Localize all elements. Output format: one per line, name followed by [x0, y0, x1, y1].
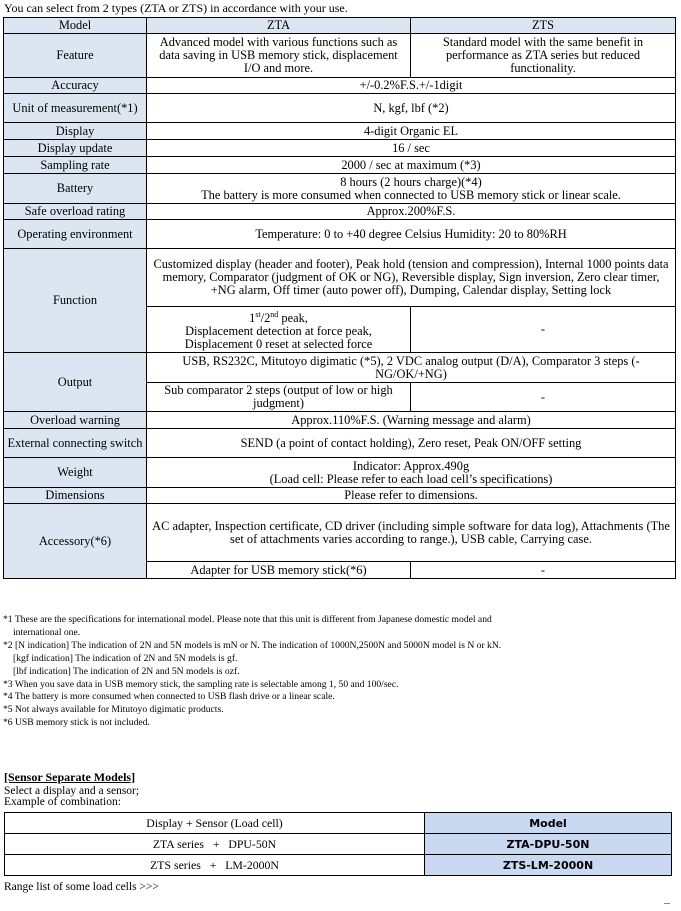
peak-text: peak,	[278, 311, 308, 326]
battery-line-2: The battery is more consumed when connected to USB memory stick or linear scale.	[201, 187, 621, 202]
row-label: Output	[4, 353, 147, 412]
output-zts: -	[411, 383, 676, 412]
row-value	[147, 458, 676, 488]
range-list-link[interactable]: Range list of some load cells >>>	[4, 881, 159, 893]
table-row	[4, 249, 676, 307]
footnote: *3 When you save data in USB memory stick, the sampling rate is selectable among 1, 50 and 100/sec.	[3, 678, 399, 690]
row-value	[147, 174, 676, 204]
corner-mark	[664, 903, 670, 904]
row-label: Operating environment	[4, 220, 147, 249]
accessory-zts: -	[411, 562, 676, 579]
weight-line-2: (Load cell: Please refer to each load cell’s specifications)	[269, 471, 553, 486]
row-value: SEND (a point of contact holding), Zero reset, Peak ON/OFF setting	[147, 429, 676, 458]
row-value: 2000 / sec at maximum (*3)	[147, 157, 676, 174]
row-label: Feature	[4, 34, 147, 78]
header-zts: ZTS	[411, 18, 676, 34]
footnote: *2 [N indication] The indication of 2N and 5N models is mN or N. The indication of 1000N,2500N and 5000N model is N or kN.	[3, 639, 502, 651]
row-label: Accessory(*6)	[4, 504, 147, 579]
row-value: Approx.200%F.S.	[147, 204, 676, 220]
footnote: *5 Not always available for Mitutoyo digimatic products.	[3, 704, 224, 716]
table-row	[4, 140, 676, 157]
output-zta: Sub comparator 2 steps (output of low or high judgment)	[147, 383, 411, 412]
row-value: N, kgf, lbf (*2)	[147, 94, 676, 123]
table-row	[4, 458, 676, 488]
row-value: 4-digit Organic EL	[147, 123, 676, 140]
selection-line-2: Example of combination:	[4, 796, 121, 808]
table-row	[4, 412, 676, 429]
spec-table	[3, 17, 676, 579]
combination-header-right: Model	[425, 813, 672, 834]
weight-line-1: Indicator: Approx.490g	[352, 458, 470, 473]
section-title: [Sensor Separate Models]	[4, 770, 136, 784]
selection-line-1: Select a display and a sensor;	[4, 785, 140, 797]
header-model: Model	[4, 18, 147, 34]
row-label: Safe overload rating	[4, 204, 147, 220]
output-common: USB, RS232C, Mitutoyo digimatic (*5), 2 VDC analog output (D/A), Comparator 3 steps (-NG/OK/+NG)	[147, 353, 676, 383]
table-row	[4, 488, 676, 504]
table-row	[4, 220, 676, 249]
footnote: *4 The battery is more consumed when connected to USB flash drive or a linear scale.	[3, 691, 335, 703]
battery-line-1: 8 hours (2 hours charge)(*4)	[340, 174, 482, 189]
accessory-zta: Adapter for USB memory stick(*6)	[147, 562, 411, 579]
row-label: Dimensions	[4, 488, 147, 504]
row-label: Battery	[4, 174, 147, 204]
table-row	[4, 429, 676, 458]
footnote: *6 USB memory stick is not included.	[3, 717, 150, 729]
combination-row	[5, 855, 672, 876]
footnote: *1 These are the specifications for international model. Please note that this unit is different from Japanese domestic model and	[3, 614, 492, 625]
table-row	[4, 94, 676, 123]
sup-nd: nd	[270, 310, 279, 319]
combination-cell: ZTS series + LM-2000N	[5, 855, 425, 876]
table-row	[4, 34, 676, 78]
sup-st: st	[255, 310, 261, 319]
combination-row	[5, 834, 672, 855]
footnote: international one.	[13, 626, 81, 638]
row-label: Function	[4, 249, 147, 353]
row-value: +/-0.2%F.S.+/-1digit	[147, 78, 676, 94]
table-row	[4, 174, 676, 204]
table-row	[4, 504, 676, 562]
row-label: Unit of measurement(*1)	[4, 94, 147, 123]
table-row	[4, 157, 676, 174]
function-zts: -	[411, 307, 676, 353]
combination-cell: ZTA series + DPU-50N	[5, 834, 425, 855]
combination-table	[4, 812, 672, 876]
intro-text: You can select from 2 types (ZTA or ZTS) in accordance with your use.	[4, 1, 348, 15]
table-row	[4, 78, 676, 94]
function-common: Customized display (header and footer), Peak hold (tension and compression), Internal 1000 points data memory, Comparator (judgment of OK or NG), Reversible display, Sign inversion, Zero clear timer, +NG alarm, Off timer (auto power off), Dumping, Calendar display, Setting lock	[147, 249, 676, 307]
row-label: Sampling rate	[4, 157, 147, 174]
row-label: Display	[4, 123, 147, 140]
table-header-row	[4, 18, 676, 34]
feature-zta: Advanced model with various functions such as data saving in USB memory stick, displacement I/O and more.	[147, 34, 411, 78]
table-row	[4, 204, 676, 220]
combination-header-left: Display + Sensor (Load cell)	[5, 813, 425, 834]
combination-header-row	[5, 813, 672, 834]
function-zta	[147, 307, 411, 353]
accessory-common: AC adapter, Inspection certificate, CD driver (including simple software for data log), Attachments (The set of attachments varies according to range.), USB cable, Carrying case.	[147, 504, 676, 562]
row-value: 16 / sec	[147, 140, 676, 157]
footnote: [kgf indication] The indication of 2N and 5N models is gf.	[13, 652, 238, 664]
row-value: Temperature: 0 to +40 degree Celsius Humidity: 20 to 80%RH	[147, 220, 676, 249]
model-cell: ZTA-DPU-50N	[425, 834, 672, 855]
row-label: Display update	[4, 140, 147, 157]
footnotes	[3, 614, 677, 730]
row-label: External connecting switch	[4, 429, 147, 458]
ordinal-1: 1	[249, 311, 256, 326]
feature-zts: Standard model with the same benefit in performance as ZTA series but reduced functionality.	[411, 34, 676, 78]
row-value: Please refer to dimensions.	[147, 488, 676, 504]
row-label: Weight	[4, 458, 147, 488]
ordinal-2: /2	[260, 311, 271, 326]
table-row	[4, 123, 676, 140]
footnote: [lbf indication] The indication of 2N and 5N models is ozf.	[13, 665, 240, 677]
row-label: Accuracy	[4, 78, 147, 94]
function-zta-line-1	[150, 308, 407, 325]
function-zta-rest: Displacement detection at force peak, Displacement 0 reset at selected force	[184, 324, 373, 352]
header-zta: ZTA	[147, 18, 411, 34]
row-label: Overload warning	[4, 412, 147, 429]
row-value: Approx.110%F.S. (Warning message and alarm)	[147, 412, 676, 429]
selection-text	[4, 786, 139, 808]
model-cell: ZTS-LM-2000N	[425, 855, 672, 876]
table-row	[4, 353, 676, 383]
